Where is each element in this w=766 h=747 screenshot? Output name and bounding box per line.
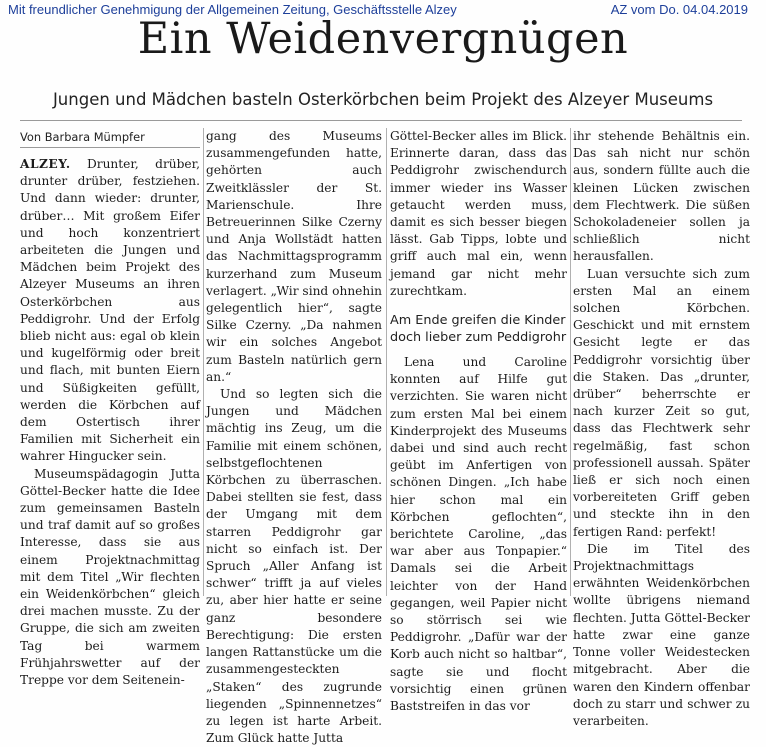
paragraph-text: Drunter, drüber, drunter drüber, festziehen. Und dann wieder: drunter, drüber… Mit großem Eifer und hoch konzentriert arbeiteten die Jungen und Mädchen beim Projekt des Alzeyer Museums an ihren Osterkörbchen aus Peddigrohr. Und der Erfolg blieb nicht aus: egal ob klein und kugelförmig oder breit und flach, mit bunten Eiern und Süßigkeiten gefüllt, werden die Körbchen auf dem Ostertisch ihrer Familien mit Sicherheit ein wahrer Hingucker sein. xyxy=(20,157,200,464)
publication-date: AZ vom Do. 04.04.2019 xyxy=(610,2,748,17)
byline-divider xyxy=(20,147,200,148)
paragraph: Und so legten sich die Jungen und Mädchen mächtig ins Zeug, um die Familie mit einem schönen, selbstgeflochtenen Körbchen zu überraschen. Dabei stellten sie fest, dass der Umgang mit dem starren Peddigrohr gar nicht so einfach ist. Der Spruch „Aller Anfang ist schwer“ trifft ja auf vieles zu, aber hier hatte er seine ganz besondere Berechtigung: Die ersten langen Rattanstücke um die zusammengesteckten „Staken“ des zugrunde liegenden „Spinnennetzes“ zu legen ist harte Arbeit. Zum Glück hatte Jutta xyxy=(206,387,382,746)
paragraph xyxy=(20,156,200,466)
article-column-3 xyxy=(390,128,567,715)
column-divider xyxy=(203,128,204,596)
paragraph: Lena und Caroline konnten auf Hilfe gut verzichten. Sie waren nicht zum ersten Mal bei einem Kinderprojekt des Museums dabei und sind auch recht geübt im Anfertigen von schönen Dingen. „Ich habe hier schon mal ein Körbchen geflochten“, berichtete Caroline, „das war aber aus Tonpapier.“ Damals sei die Arbeit leichter von der Hand gegangen, weil Papier nicht so störrisch sei wie Peddigrohr. „Dafür war der Korb auch nicht so haltbar“, sagte sie und flocht vorsichtig einen grünen Baststreifen in das vor xyxy=(390,355,567,714)
article-column-1 xyxy=(20,156,200,689)
source-credit: Mit freundlicher Genehmigung der Allgemeinen Zeitung, Geschäftsstelle Alzey xyxy=(8,2,457,17)
article-column-4 xyxy=(573,128,750,730)
crosshead: Am Ende greifen die Kinder doch lieber zum Peddigrohr xyxy=(390,313,567,346)
article-column-2 xyxy=(206,128,382,747)
column-divider xyxy=(570,128,571,596)
paragraph: Museumspädagogin Jutta Göttel-Becker hatte die Idee zum gemeinsamen Basteln und traf damit auf so großes Interesse, dass sie aus einem Projektnachmittag mit dem Titel „Wir flechten ein Weidenkörbchen“ gleich drei machen musste. Zu der Gruppe, die sich am zweiten Tag bei warmem Frühjahrswetter auf der Treppe vor dem Seitenein- xyxy=(20,466,200,688)
byline: Von Barbara Mümpfer xyxy=(20,130,145,144)
paragraph: Die im Titel des Projektnachmittags erwähnten Weidenkörbchen wollte übrigens niemand flechten. Jutta Göttel-Becker hatte zwar eine ganze Tonne voller Weidestecken mitgebracht. Aber die waren den Kindern offenbar doch zu starr und schwer zu verarbeiten. xyxy=(573,541,750,728)
paragraph: gang des Museums zusammengefunden hatte, gehörten auch Zweitklässler der St. Marienschule. Ihre Betreuerinnen Silke Czerny und Anja Wollstädt hatten das Nachmittagsprogramm kurzerhand zum Museum verlagert. „Wir sind ohnehin gelegentlich hier“, sagte Silke Czerny. „Da nahmen wir ein solches Angebot zum Basteln natürlich gern an.“ xyxy=(206,129,382,384)
headline: Ein Weidenvergnügen xyxy=(137,14,629,64)
paragraph: ihr stehende Behältnis ein. Das sah nicht nur schön aus, sondern füllte auch die kleinen Lücken zwischen dem Flechtwerk. Die süßen Schokoladeneier sollen ja schließlich nicht herausfallen. xyxy=(573,129,750,264)
paragraph: Luan versuchte sich zum ersten Mal an einem solchen Körbchen. Geschickt und mit ernstem Gesicht legte er das Peddigrohr vorsichtig über die Staken. Das „drunter, drüber“ beherrschte er nach kurzer Zeit so gut, dass das Flechtwerk sehr regelmäßig, fast schon professionell aussah. Später ließ er sich noch einen vorbereiteten Griff geben und steckte ihn in den fertigen Rand: perfekt! xyxy=(573,266,750,539)
subheadline: Jungen und Mädchen basteln Osterkörbchen beim Projekt des Alzeyer Museums xyxy=(52,90,714,109)
paragraph: Göttel-Becker alles im Blick. Erinnerte daran, dass das Peddigrohr zwischendurch immer wieder ins Wasser getaucht werden muss, damit es sich besser biegen lässt. Gab Tipps, lobte und griff auch mal ein, wenn jemand gar nicht mehr zurechtkam. xyxy=(390,129,567,298)
dateline-place: ALZEY. xyxy=(20,157,71,171)
headline-divider xyxy=(20,120,742,121)
column-divider xyxy=(386,128,387,596)
